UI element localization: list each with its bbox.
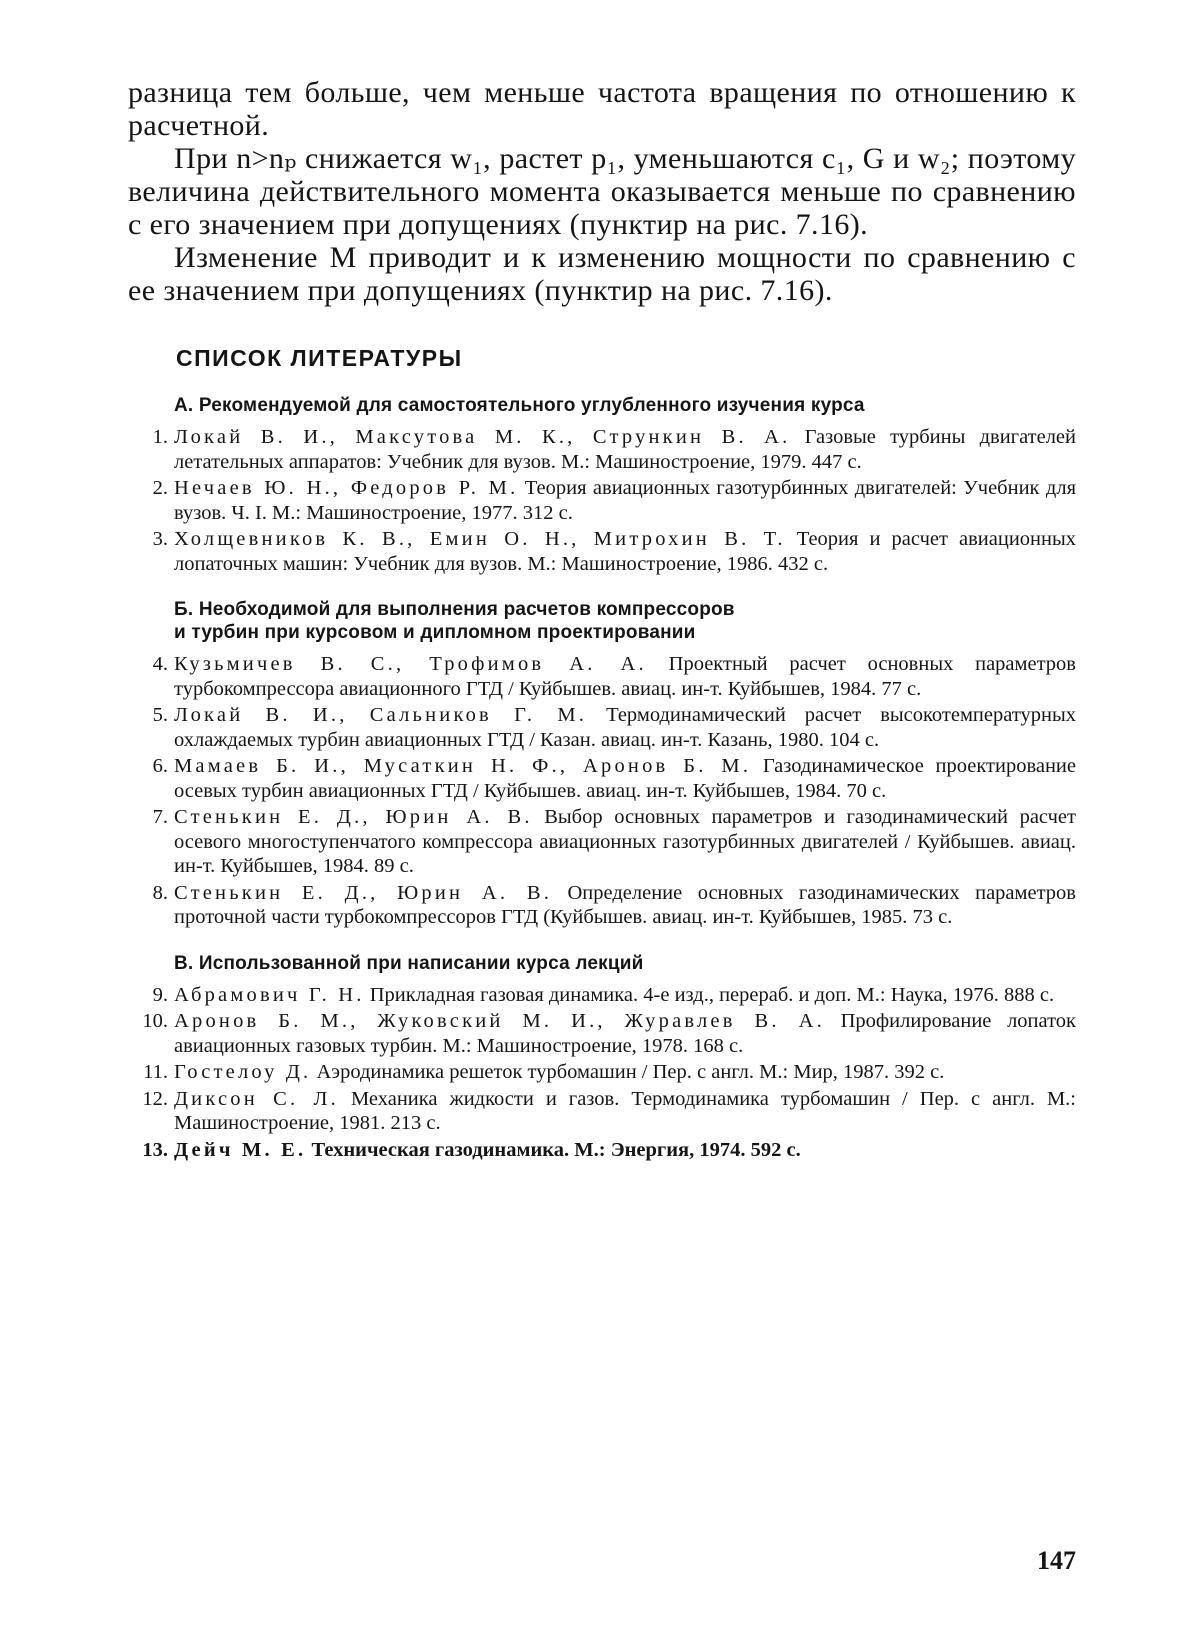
references-section-c [128,952,1076,1163]
reference-item [128,881,1076,930]
reference-item [128,527,1076,576]
reference-item [128,652,1076,701]
reference-authors: Нечаев Ю. Н., Федоров Р. М. [174,477,519,499]
section-heading [174,952,1076,975]
reference-text: Прикладная газовая динамика. 4-е изд., перераб. и доп. М.: Наука, 1976. 888 с. [364,983,1055,1006]
reference-list [128,983,1076,1163]
reference-text: Механика жидкости и газов. Термодинамика турбомашин / Пер. с англ. М.: Машиностроение, 1981. 213 с. [174,1087,1076,1134]
section-heading-line-2: и турбин при курсовом и дипломном проектировании [174,622,696,643]
reference-authors: Мамаев Б. И., Мусаткин Н. Ф., Аронов Б. М. [174,755,752,777]
reference-item [128,983,1076,1008]
section-heading-line-1: А. Рекомендуемой для самостоятельного углубленного изучения курса [174,395,865,416]
reference-text: Выбор основных параметров и газодинамический расчет осевого многоступенчатого компрессора авиационных газотурбинных двигателей / Куйбышев. авиац. ин-т. Куйбышев, 1984. 89 с. [174,806,1076,877]
reference-authors: Дейч М. Е. [174,1138,307,1161]
reference-text: Термодинамический расчет высокотемпературных охлаждаемых турбин авиационных ГТД / Казан. авиац. ин-т. Казань, 1980. 104 с. [174,704,1077,751]
reference-text: Техническая газодинамика. М.: Энергия, 1974. 592 с. [306,1138,801,1161]
reference-item [128,703,1076,752]
paragraph-3: Изменение M приводит и к изменению мощности по сравнению с ее значением при допущениях (пунктир на рис. 7.16). [128,241,1076,307]
reference-authors: Стенькин Е. Д., Юрин А. В. [174,806,533,828]
reference-number: 2. [152,477,168,499]
reference-text: Профилирование лопаток авиационных газовых турбин. М.: Машиностроение, 1978. 168 с. [174,1010,1076,1057]
references-title: СПИСОК ЛИТЕРАТУРЫ [176,345,463,371]
paragraph-2: При n>nₚ снижается w₁, растет p₁, уменьшаются c₁, G и w₂; поэтому величина действительного момента оказывается меньше по сравнению с его значением при допущениях (пунктир на рис. 7.16). [128,142,1076,241]
reference-text: Газодинамическое проектирование осевых турбин авиационных ГТД / Куйбышев. авиац. ин-т. Куйбышев, 1984. 70 с. [174,755,1077,802]
reference-item [128,1138,1076,1163]
reference-number: 7. [152,806,168,828]
book-page [128,76,1076,1616]
references-section-b [128,598,1076,930]
reference-text: Проектный расчет основных параметров турбокомпрессора авиационного ГТД / Куйбышев. авиац. ин-т. Куйбышев, 1984. 77 с. [174,653,1076,700]
reference-number: 12. [142,1087,168,1110]
reference-text: Теория и расчет авиационных лопаточных машин: Учебник для вузов. М.: Машиностроение, 1986. 432 с. [174,528,1077,575]
reference-number: 5. [152,704,168,726]
reference-authors: Стенькин Е. Д., Юрин А. В. [174,881,553,904]
reference-number: 9. [152,983,168,1006]
reference-item [128,1009,1076,1058]
reference-authors: Холщевников К. В., Емин О. Н., Митрохин В. Т. [174,528,786,550]
reference-authors: Кузьмичев В. С., Трофимов А. А. [174,653,647,675]
section-heading [174,394,1076,417]
reference-number: 3. [152,528,168,550]
section-heading [174,598,1076,644]
reference-list [128,425,1076,576]
reference-authors: Диксон С. Л. [174,1087,339,1110]
reference-authors: Локай В. И., Сальников Г. М. [174,704,588,726]
reference-number: 8. [152,881,168,904]
reference-number: 11. [143,1061,168,1083]
reference-authors: Абрамович Г. Н. [174,983,365,1006]
paragraph-1: разница тем больше, чем меньше частота вращения по отношению к расчетной. [128,76,1076,142]
reference-number: 13. [142,1138,168,1161]
reference-number: 10. [142,1010,168,1032]
reference-authors: Локай В. И., Максутова М. К., Стрункин В. А. [174,426,791,448]
section-heading-line-1: В. Использованной при написании курса лекций [174,952,644,974]
reference-text: Теория авиационных газотурбинных двигателей: Учебник для вузов. Ч. I. М.: Машиностроение, 1977. 312 с. [174,477,1076,524]
reference-item [128,805,1076,879]
reference-number: 4. [152,653,168,675]
reference-text: Аэродинамика решеток турбомашин / Пер. с англ. М.: Мир, 1987. 392 с. [311,1061,945,1083]
reference-item [128,1087,1076,1136]
page-number: 147 [1037,1546,1076,1575]
section-heading-line-1: Б. Необходимой для выполнения расчетов компрессоров [174,599,735,620]
reference-item [128,476,1076,525]
reference-number: 6. [152,755,168,777]
reference-item [128,1060,1076,1085]
reference-number: 1. [152,426,168,448]
reference-text: Определение основных газодинамических параметров проточной части турбокомпрессоров ГТД (Куйбышев. авиац. ин-т. Куйбышев, 1985. 73 с. [174,881,1076,928]
reference-item [128,754,1076,803]
references-section-a [128,394,1076,576]
reference-list [128,652,1076,930]
reference-authors: Гостелоу Д. [174,1061,312,1083]
reference-text: Газовые турбины двигателей летательных аппаратов: Учебник для вузов. М.: Машиностроение, 1979. 447 с. [174,426,1076,473]
reference-item [128,425,1076,474]
reference-authors: Аронов Б. М., Жуковский М. И., Журавлев В. А. [174,1010,825,1032]
